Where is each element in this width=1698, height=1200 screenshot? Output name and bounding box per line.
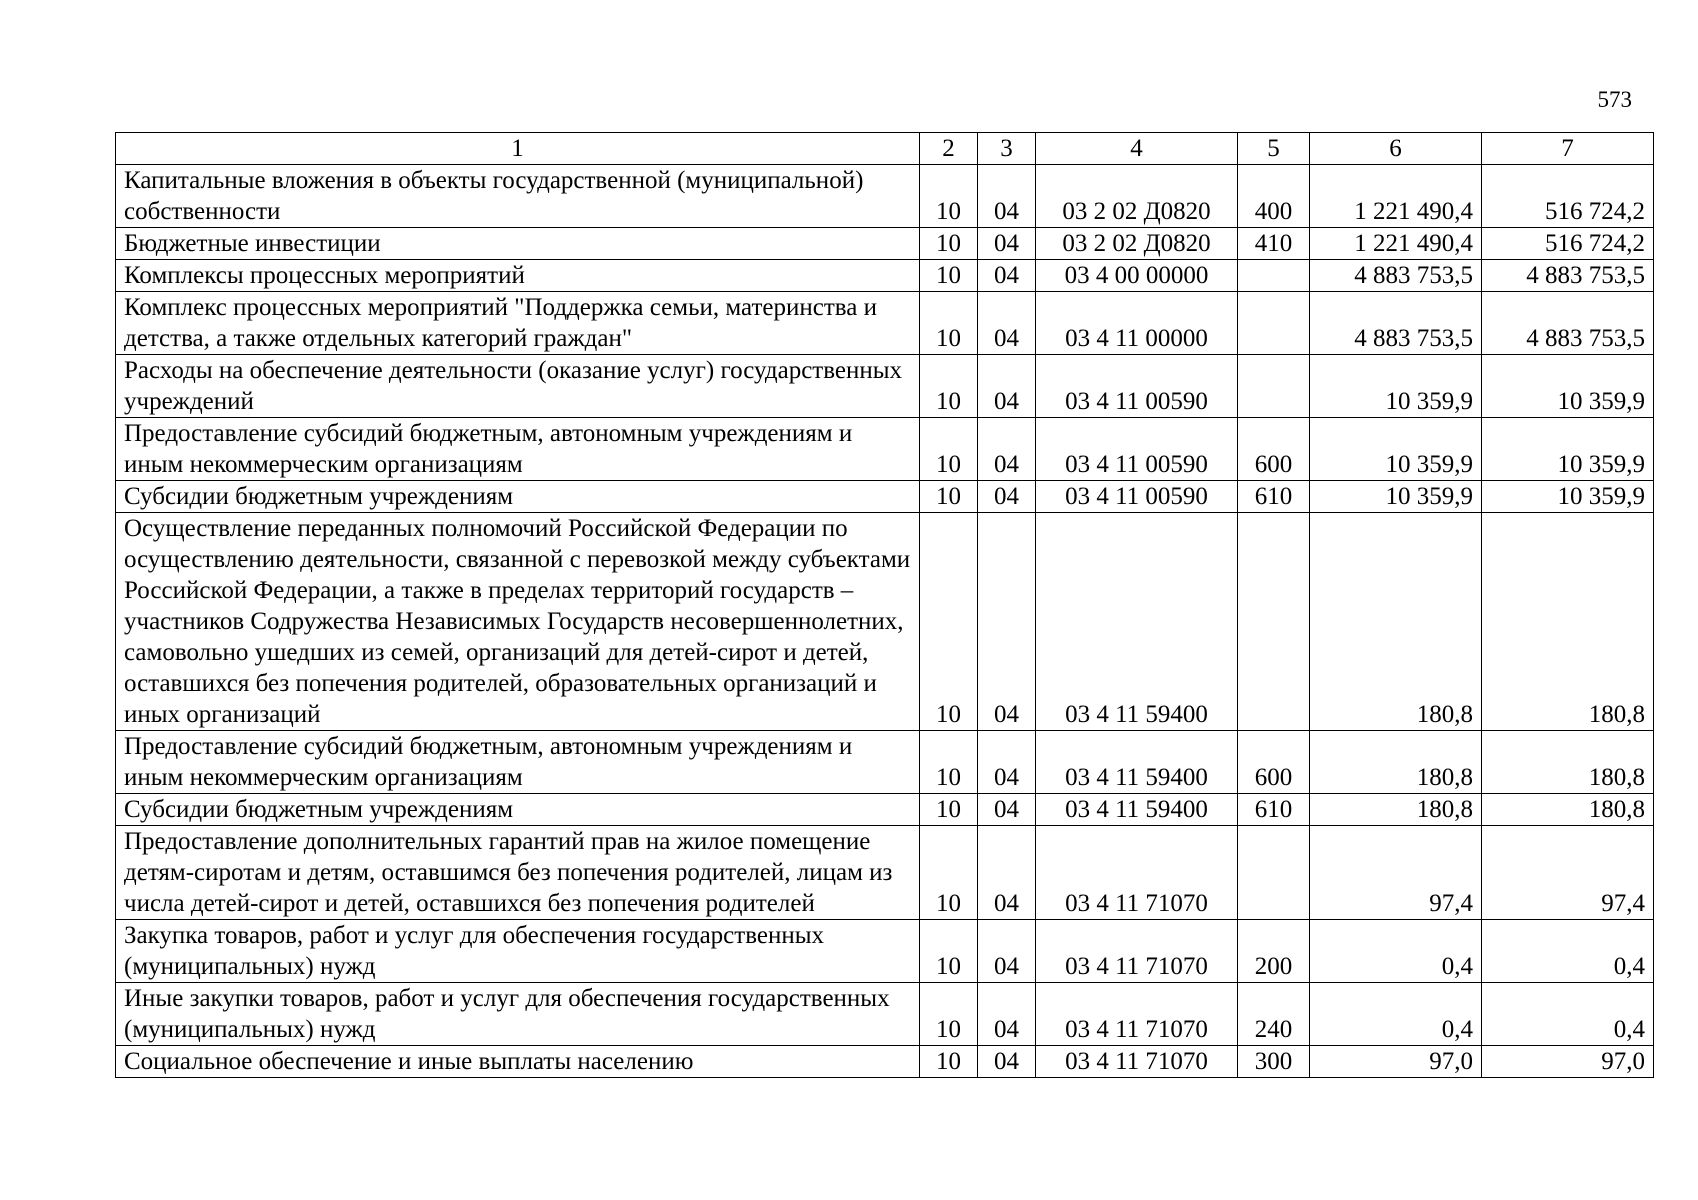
budget-table [115, 132, 1654, 1078]
table-row [116, 794, 1654, 826]
row-section-cell: 10 [920, 513, 978, 731]
row-amount-2-cell: 4 883 753,5 [1482, 292, 1654, 355]
header-row [116, 133, 1654, 165]
row-subsection-cell: 04 [978, 794, 1036, 826]
row-section-cell: 10 [920, 983, 978, 1046]
row-name-cell: Комплексы процессных мероприятий [116, 260, 920, 292]
row-name-cell: Иные закупки товаров, работ и услуг для обеспечения государственных (муниципальных) нужд [116, 983, 920, 1046]
row-section-cell: 10 [920, 418, 978, 481]
table-row [116, 418, 1654, 481]
row-section-cell: 10 [920, 920, 978, 983]
row-amount-2-cell: 516 724,2 [1482, 228, 1654, 260]
table-row [116, 165, 1654, 228]
row-name-cell: Капитальные вложения в объекты государственной (муниципальной) собственности [116, 165, 920, 228]
row-name-cell: Субсидии бюджетным учреждениям [116, 794, 920, 826]
row-amount-2-cell: 0,4 [1482, 920, 1654, 983]
row-name-cell: Расходы на обеспечение деятельности (оказание услуг) государственных учреждений [116, 355, 920, 418]
row-amount-2-cell: 10 359,9 [1482, 481, 1654, 513]
row-amount-2-cell: 180,8 [1482, 794, 1654, 826]
row-subsection-cell: 04 [978, 983, 1036, 1046]
row-section-cell: 10 [920, 731, 978, 794]
row-amount-2-cell: 10 359,9 [1482, 418, 1654, 481]
table-row [116, 481, 1654, 513]
column-header-2: 2 [920, 133, 978, 165]
table-row [116, 920, 1654, 983]
row-expense-type-cell [1238, 292, 1310, 355]
row-section-cell: 10 [920, 165, 978, 228]
row-subsection-cell: 04 [978, 1046, 1036, 1078]
row-amount-1-cell: 1 221 490,4 [1310, 228, 1482, 260]
row-amount-1-cell: 97,0 [1310, 1046, 1482, 1078]
row-expense-type-cell: 600 [1238, 731, 1310, 794]
table-row [116, 228, 1654, 260]
row-section-cell: 10 [920, 826, 978, 920]
row-amount-2-cell: 0,4 [1482, 983, 1654, 1046]
row-amount-2-cell: 97,4 [1482, 826, 1654, 920]
row-amount-1-cell: 180,8 [1310, 794, 1482, 826]
row-target-article-cell: 03 2 02 Д0820 [1036, 165, 1238, 228]
row-amount-1-cell: 4 883 753,5 [1310, 292, 1482, 355]
page-number: 573 [1597, 87, 1632, 112]
row-expense-type-cell: 400 [1238, 165, 1310, 228]
row-subsection-cell: 04 [978, 418, 1036, 481]
row-name-cell: Бюджетные инвестиции [116, 228, 920, 260]
row-amount-1-cell: 1 221 490,4 [1310, 165, 1482, 228]
row-subsection-cell: 04 [978, 513, 1036, 731]
row-subsection-cell: 04 [978, 228, 1036, 260]
row-expense-type-cell: 610 [1238, 481, 1310, 513]
table-body [116, 165, 1654, 1078]
row-amount-1-cell: 10 359,9 [1310, 355, 1482, 418]
row-section-cell: 10 [920, 260, 978, 292]
row-section-cell: 10 [920, 355, 978, 418]
row-expense-type-cell: 200 [1238, 920, 1310, 983]
row-expense-type-cell [1238, 355, 1310, 418]
row-target-article-cell: 03 4 11 71070 [1036, 826, 1238, 920]
row-name-cell: Субсидии бюджетным учреждениям [116, 481, 920, 513]
column-header-7: 7 [1482, 133, 1654, 165]
row-target-article-cell: 03 4 11 59400 [1036, 794, 1238, 826]
row-name-cell: Комплекс процессных мероприятий "Поддержка семьи, материнства и детства, а также отдельных категорий граждан" [116, 292, 920, 355]
row-subsection-cell: 04 [978, 292, 1036, 355]
row-section-cell: 10 [920, 481, 978, 513]
table-row [116, 1046, 1654, 1078]
row-amount-1-cell: 10 359,9 [1310, 418, 1482, 481]
table-row [116, 983, 1654, 1046]
row-amount-1-cell: 10 359,9 [1310, 481, 1482, 513]
row-target-article-cell: 03 4 11 00590 [1036, 355, 1238, 418]
table-row [116, 826, 1654, 920]
row-subsection-cell: 04 [978, 355, 1036, 418]
row-name-cell: Предоставление дополнительных гарантий прав на жилое помещение детям-сиротам и детям, оставшимся без попечения родителей, лицам из числа детей-сирот и детей, оставшихся без попечения родителей [116, 826, 920, 920]
row-subsection-cell: 04 [978, 731, 1036, 794]
row-target-article-cell: 03 2 02 Д0820 [1036, 228, 1238, 260]
table-row [116, 513, 1654, 731]
row-subsection-cell: 04 [978, 481, 1036, 513]
column-header-6: 6 [1310, 133, 1482, 165]
row-expense-type-cell [1238, 260, 1310, 292]
row-name-cell: Осуществление переданных полномочий Российской Федерации по осуществлению деятельности, связанной с перевозкой между субъектами Российской Федерации, а также в пределах территорий государств – участников Содружества Независимых Государств несовершеннолетних, самовольно ушедших из семей, организаций для детей-сирот и детей, оставшихся без попечения родителей, образовательных организаций и иных организаций [116, 513, 920, 731]
table-row [116, 355, 1654, 418]
row-section-cell: 10 [920, 292, 978, 355]
row-subsection-cell: 04 [978, 260, 1036, 292]
row-expense-type-cell: 300 [1238, 1046, 1310, 1078]
row-section-cell: 10 [920, 794, 978, 826]
row-expense-type-cell: 600 [1238, 418, 1310, 481]
row-amount-2-cell: 516 724,2 [1482, 165, 1654, 228]
row-section-cell: 10 [920, 228, 978, 260]
row-expense-type-cell: 410 [1238, 228, 1310, 260]
row-target-article-cell: 03 4 11 00590 [1036, 418, 1238, 481]
row-amount-2-cell: 180,8 [1482, 731, 1654, 794]
row-target-article-cell: 03 4 00 00000 [1036, 260, 1238, 292]
row-amount-1-cell: 180,8 [1310, 513, 1482, 731]
row-amount-1-cell: 180,8 [1310, 731, 1482, 794]
row-target-article-cell: 03 4 11 00590 [1036, 481, 1238, 513]
row-target-article-cell: 03 4 11 71070 [1036, 920, 1238, 983]
row-amount-2-cell: 180,8 [1482, 513, 1654, 731]
row-target-article-cell: 03 4 11 59400 [1036, 731, 1238, 794]
row-target-article-cell: 03 4 11 71070 [1036, 983, 1238, 1046]
row-expense-type-cell [1238, 826, 1310, 920]
column-header-5: 5 [1238, 133, 1310, 165]
row-subsection-cell: 04 [978, 165, 1036, 228]
row-amount-2-cell: 97,0 [1482, 1046, 1654, 1078]
row-amount-2-cell: 4 883 753,5 [1482, 260, 1654, 292]
table-row [116, 731, 1654, 794]
column-header-1: 1 [116, 133, 920, 165]
row-amount-1-cell: 0,4 [1310, 920, 1482, 983]
row-subsection-cell: 04 [978, 826, 1036, 920]
column-header-4: 4 [1036, 133, 1238, 165]
row-target-article-cell: 03 4 11 00000 [1036, 292, 1238, 355]
row-name-cell: Предоставление субсидий бюджетным, автономным учреждениям и иным некоммерческим организациям [116, 731, 920, 794]
row-amount-2-cell: 10 359,9 [1482, 355, 1654, 418]
table-row [116, 260, 1654, 292]
row-target-article-cell: 03 4 11 71070 [1036, 1046, 1238, 1078]
table-row [116, 292, 1654, 355]
row-amount-1-cell: 4 883 753,5 [1310, 260, 1482, 292]
row-amount-1-cell: 97,4 [1310, 826, 1482, 920]
row-name-cell: Закупка товаров, работ и услуг для обеспечения государственных (муниципальных) нужд [116, 920, 920, 983]
row-expense-type-cell: 610 [1238, 794, 1310, 826]
row-subsection-cell: 04 [978, 920, 1036, 983]
row-section-cell: 10 [920, 1046, 978, 1078]
row-name-cell: Предоставление субсидий бюджетным, автономным учреждениям и иным некоммерческим организациям [116, 418, 920, 481]
row-amount-1-cell: 0,4 [1310, 983, 1482, 1046]
column-header-3: 3 [978, 133, 1036, 165]
row-target-article-cell: 03 4 11 59400 [1036, 513, 1238, 731]
row-name-cell: Социальное обеспечение и иные выплаты населению [116, 1046, 920, 1078]
row-expense-type-cell: 240 [1238, 983, 1310, 1046]
row-expense-type-cell [1238, 513, 1310, 731]
